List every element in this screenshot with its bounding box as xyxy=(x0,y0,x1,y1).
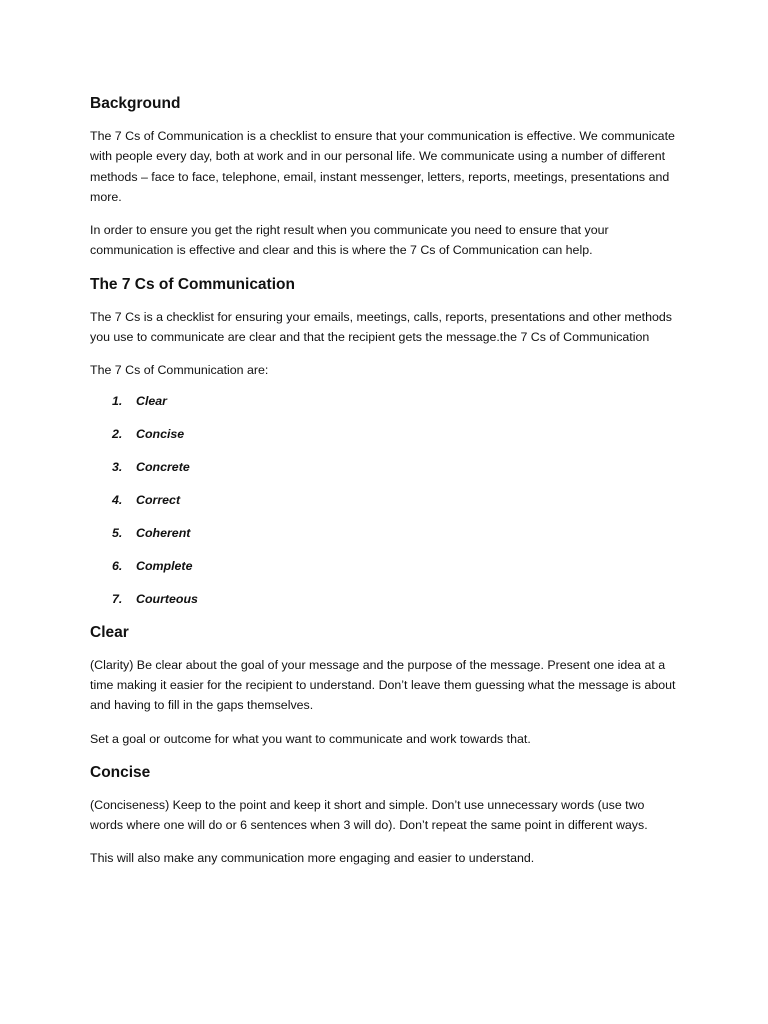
list-item xyxy=(90,490,680,510)
list-item-number: 6. xyxy=(112,558,123,573)
seven-cs-list xyxy=(90,391,680,609)
document-body xyxy=(90,92,680,869)
concise-paragraph-2: This will also make any communication more engaging and easier to understand. xyxy=(90,851,535,866)
list-item-number: 1. xyxy=(112,393,123,408)
list-item-label: Concrete xyxy=(136,459,190,474)
list-item-number: 3. xyxy=(112,459,123,474)
list-item-label: Concise xyxy=(136,426,185,441)
list-item-label: Courteous xyxy=(136,591,198,606)
clear-paragraph-2: Set a goal or outcome for what you want to communicate and work towards that. xyxy=(90,731,531,746)
list-item xyxy=(90,589,680,609)
list-item xyxy=(90,391,680,411)
list-item-label: Correct xyxy=(136,492,181,507)
heading-clear: Clear xyxy=(90,623,129,641)
list-item xyxy=(90,424,680,444)
seven-cs-paragraph-2: The 7 Cs of Communication are: xyxy=(90,363,269,378)
background-paragraph-2: In order to ensure you get the right result when you communicate you need to ensure that your communication is effective and clear and this is where the 7 Cs of Communication can help. xyxy=(90,223,609,258)
background-paragraph-1: The 7 Cs of Communication is a checklist to ensure that your communication is effective. We communicate with people every day, both at work and in our personal life. We communicate using a number of different methods – face to face, telephone, email, instant messenger, letters, reports, meetings, presentations and more. xyxy=(90,129,675,204)
concise-paragraph-1: (Conciseness) Keep to the point and keep it short and simple. Don’t use unnecessary words (use two words where one will do or 6 sentences when 3 will do). Don’t repeat the same point in different ways. xyxy=(90,797,648,833)
clear-paragraph-1: (Clarity) Be clear about the goal of your message and the purpose of the message. Present one idea at a time making it easier for the recipient to understand. Don’t leave them guessing what the message is about and having to fill in the gaps themselves. xyxy=(90,657,676,713)
list-item-label: Complete xyxy=(136,558,193,573)
heading-concise: Concise xyxy=(90,763,151,781)
list-item-number: 4. xyxy=(112,492,123,507)
list-item xyxy=(90,523,680,543)
list-item-number: 5. xyxy=(112,525,123,540)
list-item-label: Coherent xyxy=(136,525,191,540)
list-item-number: 7. xyxy=(112,591,123,606)
list-item-number: 2. xyxy=(112,426,123,441)
list-item-label: Clear xyxy=(136,393,167,408)
heading-background: Background xyxy=(90,95,181,112)
list-item xyxy=(90,457,680,477)
list-item xyxy=(90,556,680,576)
seven-cs-paragraph-1: The 7 Cs is a checklist for ensuring your emails, meetings, calls, reports, presentations and other methods you use to communicate are clear and that the recipient gets the message.the 7 Cs of Communication xyxy=(90,309,672,345)
heading-seven-cs: The 7 Cs of Communication xyxy=(90,275,295,293)
